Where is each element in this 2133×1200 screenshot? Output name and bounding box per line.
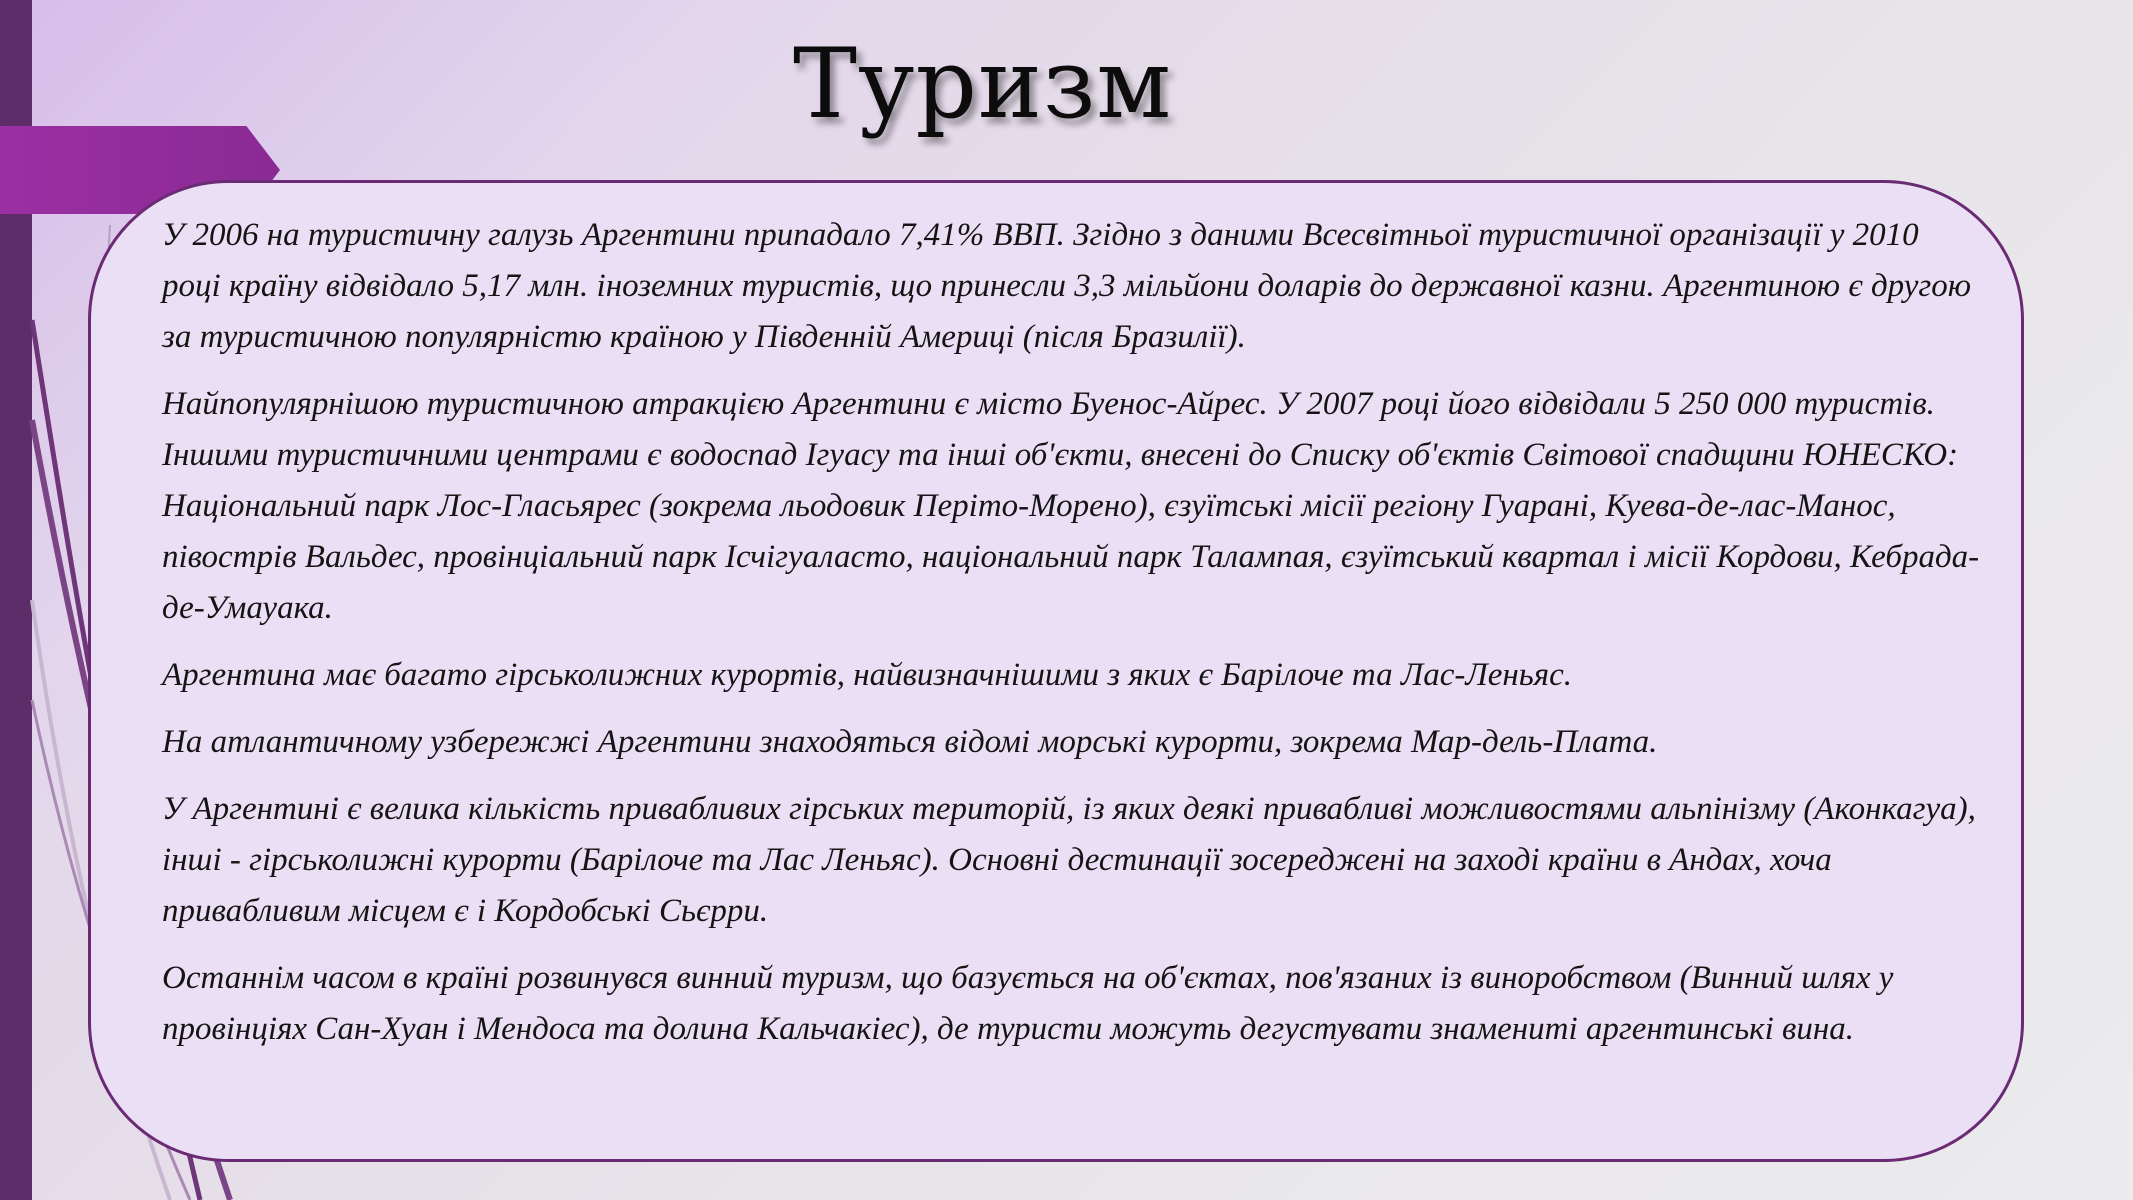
paragraph-wine-tourism: Останнім часом в країні розвинувся винний туризм, що базується на об'єктах, пов'язаних із виноробством (Винний шлях у провінціях Сан-Хуан і Мендоса та долина Кальчакіес), де туристи можуть дегустувати знамениті аргентинські вина. [162, 960, 1894, 1047]
paragraph-sea-resorts: На атлантичному узбережжі Аргентини знаходяться відомі морські курорти, зокрема Мар-дель-Плата. [162, 724, 1658, 760]
paragraph-gdp-stats: У 2006 на туристичну галузь Аргентини припадало 7,41% ВВП. Згідно з даними Всесвітньої туристичної організації у 2010 році країну відвідало 5,17 млн. іноземних туристів, що принесли 3,3 мільйони доларів до державної казни. Аргентиною є другою за туристичною популярністю країною у Південній Америці (після Бразилії). [162, 217, 1972, 355]
paragraph-ski-resorts: Аргентина має багато гірськолижних курортів, найвизначнішими з яких є Барілоче та Лас-Леньяс. [162, 657, 1572, 693]
slide-title: Туризм [793, 28, 1172, 140]
paragraph-mountains: У Аргентині є велика кількість привабливих гірських територій, із яких деякі привабливі можливостями альпінізму (Аконкагуа), інші - гірськолижні курорти (Барілоче та Лас Леньяс). Основні дестинації зосереджені на заході країни в Андах, хоча привабливим місцем є і Кордобські Сьєрри. [162, 791, 1976, 929]
body-text [162, 210, 1982, 1071]
paragraph-attractions: Найпопулярнішою туристичною атракцією Аргентини є місто Буенос-Айрес. У 2007 році його відвідали 5 250 000 туристів. Іншими туристичними центрами є водоспад Ігуасу та інші об'єкти, внесені до Списку об'єктів Світової спадщини ЮНЕСКО: Національний парк Лос-Гласьярес (зокрема льодовик Періто-Морено), єзуїтські місії регіону Гуарані, Куева-де-лас-Манос, півострів Вальдес, провінціальний парк Ісчігуаласто, національний парк Талампая, єзуїтський квартал і місії Кордови, Кебрада-де-Умауака. [162, 386, 1980, 626]
